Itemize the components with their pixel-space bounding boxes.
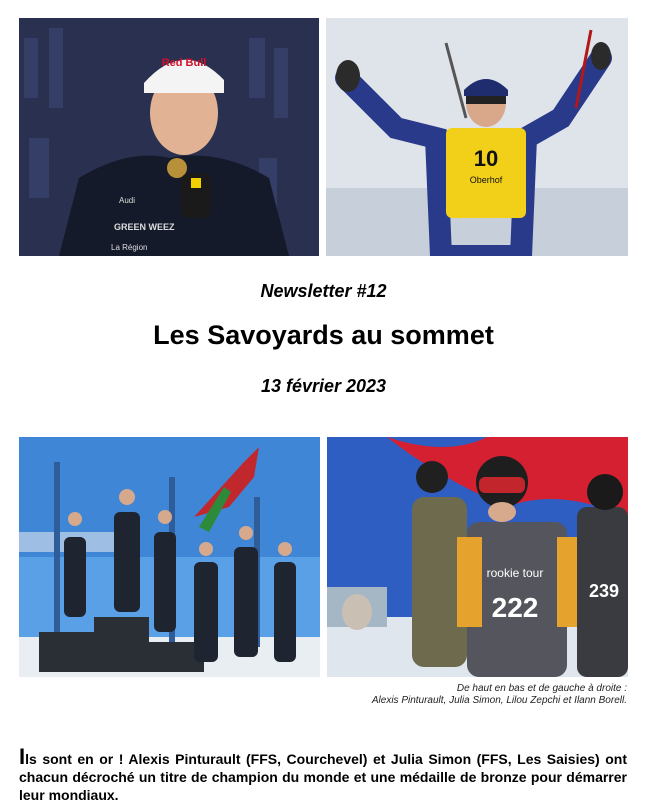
article-text: ls sont en or ! Alexis Pinturault (FFS, Courchevel) et Julia Simon (FFS, Les Saisies) ont chacun décroché un titre de champion du monde et une médaille de bronze pour démarrer leur mondiaux. bbox=[19, 751, 627, 803]
cap-logo-text: Red Bull bbox=[161, 57, 207, 69]
newsletter-issue: Newsletter #12 bbox=[260, 281, 387, 301]
caption-line-2: Alexis Pinturault, Julia Simon, Lilou Zepchi et Ilann Borell. bbox=[371, 695, 627, 706]
photo-caption bbox=[227, 683, 627, 707]
bib-number: 10 bbox=[473, 146, 499, 171]
newsletter-date: 13 février 2023 bbox=[260, 376, 387, 396]
photo-alexis-pinturault bbox=[19, 18, 319, 256]
rider-bib: 222 bbox=[491, 592, 539, 623]
region-text: La Région bbox=[111, 243, 148, 252]
rookie-text: rookie tour bbox=[486, 566, 544, 580]
photo-ilann-borell bbox=[327, 437, 628, 677]
photo-lilou-zepchi bbox=[19, 437, 320, 677]
green-weez-text: GREEN WEEZ bbox=[114, 222, 175, 232]
photo-julia-simon bbox=[326, 18, 628, 256]
right-bib: 239 bbox=[589, 581, 620, 601]
bib-sub: Oberhof bbox=[469, 175, 503, 185]
caption-line-1: De haut en bas et de gauche à droite : bbox=[456, 683, 627, 694]
newsletter-title: Les Savoyards au sommet bbox=[153, 320, 494, 350]
article-intro bbox=[19, 744, 627, 804]
audi-text: Audi bbox=[119, 196, 136, 205]
drop-cap: I bbox=[19, 744, 26, 769]
